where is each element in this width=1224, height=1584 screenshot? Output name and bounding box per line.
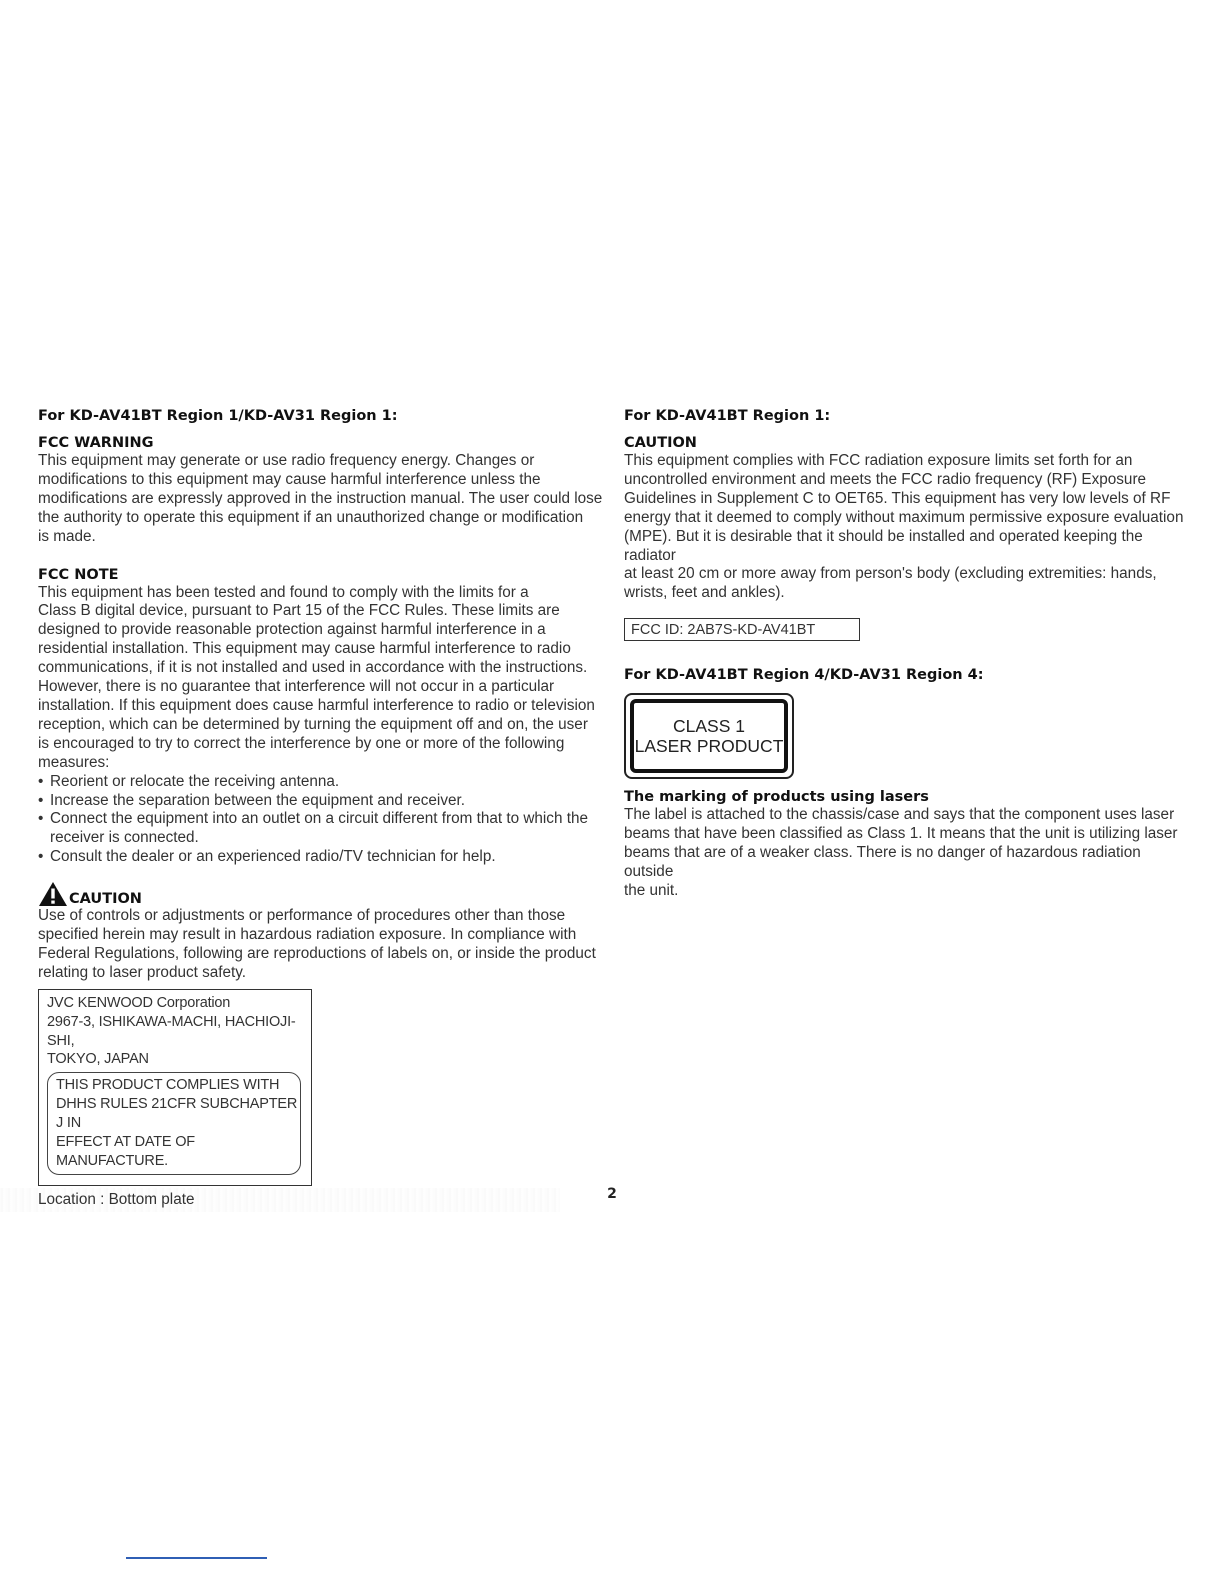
text-line: This equipment may generate or use radio frequency energy. Changes or	[38, 452, 535, 469]
text-line: Federal Regulations, following are reproductions of labels on, or inside the product	[38, 944, 596, 962]
text-line: communications, if it is not installed and used in accordance with the instructions.	[38, 659, 588, 677]
label-line: EFFECT AT DATE OF MANUFACTURE.	[56, 1134, 195, 1169]
marking-title: The marking of products using lasers	[624, 789, 929, 806]
text-line: This equipment complies with FCC radiation exposure limits set forth for an	[624, 452, 1133, 469]
text-line: beams that have been classified as Class 1. It means that the unit is utilizing laser	[624, 825, 1178, 843]
left-column	[38, 406, 603, 1210]
list-item	[38, 773, 603, 792]
text-line: the unit.	[624, 881, 679, 899]
fcc-warning-title: FCC WARNING	[38, 435, 154, 451]
fcc-note-text	[38, 584, 603, 773]
caution-heading	[38, 881, 603, 907]
text-line: reception, which can be determined by turning the equipment off and on, the user	[38, 715, 588, 733]
region4-heading: For KD-AV41BT Region 4/KD-AV31 Region 4:	[624, 667, 984, 684]
text-line: residential installation. This equipment may cause harmful interference to radio	[38, 640, 571, 658]
region-heading-right: For KD-AV41BT Region 1:	[624, 408, 831, 424]
bullet-marker: •	[38, 791, 44, 809]
text-line: is encouraged to try to correct the interference by one or more of the following	[38, 734, 565, 752]
list-item	[38, 792, 603, 811]
text-line: Increase the separation between the equipment and receiver.	[50, 791, 465, 809]
fcc-note-title: FCC NOTE	[38, 566, 119, 583]
text-line: designed to provide reasonable protection against harmful interference in a	[38, 621, 546, 639]
text-line: energy that it deemed to comply without maximum permissive exposure evaluation	[624, 508, 1184, 526]
text-line: Connect the equipment into an outlet on a circuit different from that to which the	[50, 810, 588, 828]
text-line: beams that are of a weaker class. There is no danger of hazardous radiation outside	[624, 844, 1141, 880]
bullet-marker: •	[38, 772, 44, 790]
text-line: Reorient or relocate the receiving antenna.	[50, 772, 340, 790]
label-line: 2967-3, ISHIKAWA-MACHI, HACHIOJI-SHI,	[47, 1013, 296, 1049]
laser-label-inner	[630, 699, 788, 773]
laser-label-line: LASER PRODUCT	[634, 736, 784, 757]
text-line: measures:	[38, 753, 110, 771]
page-number: 2	[607, 1186, 617, 1202]
rf-caution-title: CAUTION	[624, 435, 697, 451]
list-item	[38, 810, 603, 848]
text-line: relating to laser product safety.	[38, 963, 247, 981]
label-line: THIS PRODUCT COMPLIES WITH	[56, 1077, 280, 1094]
right-column	[624, 406, 1194, 901]
label-line: JVC KENWOOD Corporation	[47, 994, 231, 1011]
laser-product-label	[624, 693, 794, 779]
fcc-id-label: FCC ID: 2AB7S-KD-AV41BT	[624, 618, 860, 641]
compliance-label	[47, 1072, 301, 1175]
rf-caution-text	[624, 452, 1194, 603]
label-line: DHHS RULES 21CFR SUBCHAPTER J IN	[56, 1096, 298, 1132]
bullet-marker: •	[38, 810, 44, 828]
text-line: installation. If this equipment does cause harmful interference to radio or television	[38, 696, 595, 714]
text-line: Use of controls or adjustments or performance of procedures other than those	[38, 907, 566, 925]
measures-list	[38, 773, 603, 868]
text-line: However, there is no guarantee that interference will not occur in a particular	[38, 678, 555, 696]
fcc-warning-text	[38, 452, 603, 547]
warning-triangle-icon	[38, 881, 68, 907]
region-heading-left: For KD-AV41BT Region 1/KD-AV31 Region 1:	[38, 408, 398, 424]
label-line: TOKYO, JAPAN	[47, 1051, 149, 1068]
divider-line	[126, 1557, 267, 1559]
text-line: specified herein may result in hazardous radiation exposure. In compliance with	[38, 926, 577, 944]
text-line: is made.	[38, 527, 96, 545]
text-line: uncontrolled environment and meets the FCC radio frequency (RF) Exposure	[624, 470, 1147, 488]
text-line: Consult the dealer or an experienced radio/TV technician for help.	[50, 848, 496, 866]
text-line: modifications to this equipment may cause harmful interference unless the	[38, 470, 541, 488]
text-line: (MPE). But it is desirable that it should be installed and operated keeping the radiator	[624, 527, 1143, 564]
marking-text	[624, 806, 1194, 901]
caution-title: CAUTION	[69, 891, 142, 908]
bullet-marker: •	[38, 848, 44, 866]
text-line: receiver is connected.	[50, 829, 199, 847]
laser-label-line: CLASS 1	[673, 716, 745, 737]
text-line: Class B digital device, pursuant to Part 15 of the FCC Rules. These limits are	[38, 602, 560, 620]
text-line: Guidelines in Supplement C to OET65. This equipment has very low levels of RF	[624, 489, 1171, 507]
text-line: modifications are expressly approved in the instruction manual. The user could lose	[38, 489, 603, 507]
text-line: This equipment has been tested and found to comply with the limits for a	[38, 583, 529, 601]
text-line: The label is attached to the chassis/case and says that the component uses laser	[624, 806, 1175, 824]
manufacturer-label	[38, 989, 312, 1186]
label-location: Location : Bottom plate	[38, 1190, 195, 1208]
text-line: wrists, feet and ankles).	[624, 584, 785, 602]
list-item	[38, 848, 603, 867]
caution-text	[38, 907, 603, 983]
text-line: at least 20 cm or more away from person's body (excluding extremities: hands,	[624, 565, 1157, 583]
text-line: the authority to operate this equipment if an unauthorized change or modification	[38, 508, 584, 526]
